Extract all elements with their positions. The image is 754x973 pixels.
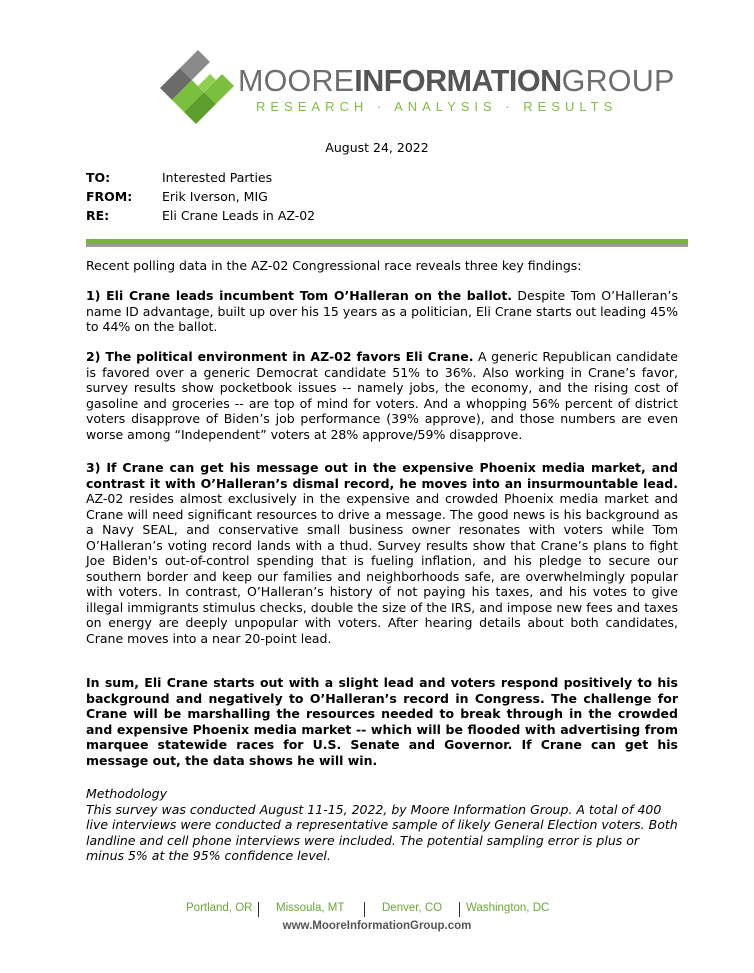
memo-re-label: RE: (86, 208, 110, 223)
footer-separator (364, 902, 365, 917)
finding-3-paragraph (86, 460, 678, 646)
memo-from-label: FROM: (86, 189, 133, 204)
logo-word-information: INFORMATION (354, 64, 562, 98)
methodology-title: Methodology (86, 786, 167, 801)
footer-separator (258, 902, 259, 917)
logo-tagline: RESEARCH · ANALYSIS · RESULTS (256, 99, 618, 114)
intro-text: Recent polling data in the AZ-02 Congressional race reveals three key findings: (86, 258, 582, 273)
logo-word-group: GROUP (561, 64, 675, 98)
finding-2-heading: 2) The political environment in AZ-02 favors Eli Crane. (86, 349, 474, 364)
footer-city-missoula: Missoula, MT (276, 902, 345, 914)
finding-3-text: AZ-02 resides almost exclusively in the expensive and crowded Phoenix media market and Crane will need significant resources to drive a message. The good news is his background as a Navy SEAL, and conservative small business owner resonates with voters while Tom O’Halleran’s voting record lands with a thud. Survey results show that Crane’s plans to fight Joe Biden's out-of-control spending that is fueling inflation, and his pledge to secure our southern border and keep our families and neighborhoods safe, are overwhelmingly popular with voters. In contrast, O’Halleran’s history of not paying his taxes, and his votes to give illegal immigrants stimulus checks, double the size of the IRS, and impose new fees and taxes on energy are deeply unpopular with voters. After hearing details about both candidates, Crane moves into a near 20-point lead. (86, 491, 678, 646)
intro-paragraph (86, 258, 678, 274)
finding-3-heading: 3) If Crane can get his message out in the expensive Phoenix media market, and contrast it with O’Halleran’s dismal record, he moves into an insurmountable lead. (86, 460, 678, 491)
summary-paragraph (86, 675, 678, 768)
finding-2-text: A generic Republican candidate is favored over a generic Democrat candidate 51% to 36%. Also working in Crane’s favor, survey results show pocketbook issues -- namely jobs, the economy, and the rising cost of gasoline and groceries -- are top of mind for voters. And a whopping 56% percent of district voters disapprove of Biden’s job performance (39% approve), and those numbers are even worse among “Independent” voters at 28% approve/59% disapprove. (86, 349, 678, 442)
methodology-section (86, 786, 678, 864)
finding-2-paragraph (86, 349, 678, 442)
memo-to-label: TO: (86, 170, 111, 185)
header-divider (86, 239, 688, 247)
logo-wordmark (238, 64, 674, 98)
memo-from-value: Erik Iverson, MIG (162, 189, 268, 204)
memo-to-value: Interested Parties (162, 170, 273, 185)
finding-1-text: Despite Tom O’Halleran’s name ID advantage, built up over his 15 years as a politician, Eli Crane starts out leading 45% to 44% on the ballot. (86, 288, 678, 334)
finding-3 (86, 460, 678, 646)
footer-city-washington: Washington, DC (466, 902, 550, 914)
memo-date: August 24, 2022 (325, 140, 429, 155)
finding-1-heading: 1) Eli Crane leads incumbent Tom O’Halleran on the ballot. (86, 288, 513, 303)
company-logo (158, 48, 675, 132)
summary-text: In sum, Eli Crane starts out with a slight lead and voters respond positively to his background and negatively to O’Halleran’s record in Congress. The challenge for Crane will be marshalling the resources needed to break through in the crowded and expensive Phoenix media market -- which will be flooded with advertising from marquee statewide races for U.S. Senate and Governor. If Crane can get his message out, the data shows he will win. (86, 675, 678, 768)
logo-mark-icon (158, 48, 234, 132)
footer-city-denver: Denver, CO (382, 902, 443, 914)
footer-cities (0, 902, 754, 918)
footer-city-portland: Portland, OR (186, 902, 253, 914)
logo-word-moore: MOORE (238, 64, 355, 98)
finding-1 (86, 288, 678, 335)
finding-1-paragraph (86, 288, 678, 335)
memo-re-value: Eli Crane Leads in AZ-02 (162, 208, 316, 223)
footer-separator (459, 902, 460, 917)
footer-website-link[interactable]: www.MooreInformationGroup.com (282, 920, 472, 932)
finding-2 (86, 349, 678, 442)
methodology-text: This survey was conducted August 11-15, 2022, by Moore Information Group. A total of 400 live interviews were conducted a representative sample of likely General Election voters. Both landline and cell phone interviews were included. The potential sampling error is plus or minus 5% at the 95% confidence level. (86, 801, 678, 863)
